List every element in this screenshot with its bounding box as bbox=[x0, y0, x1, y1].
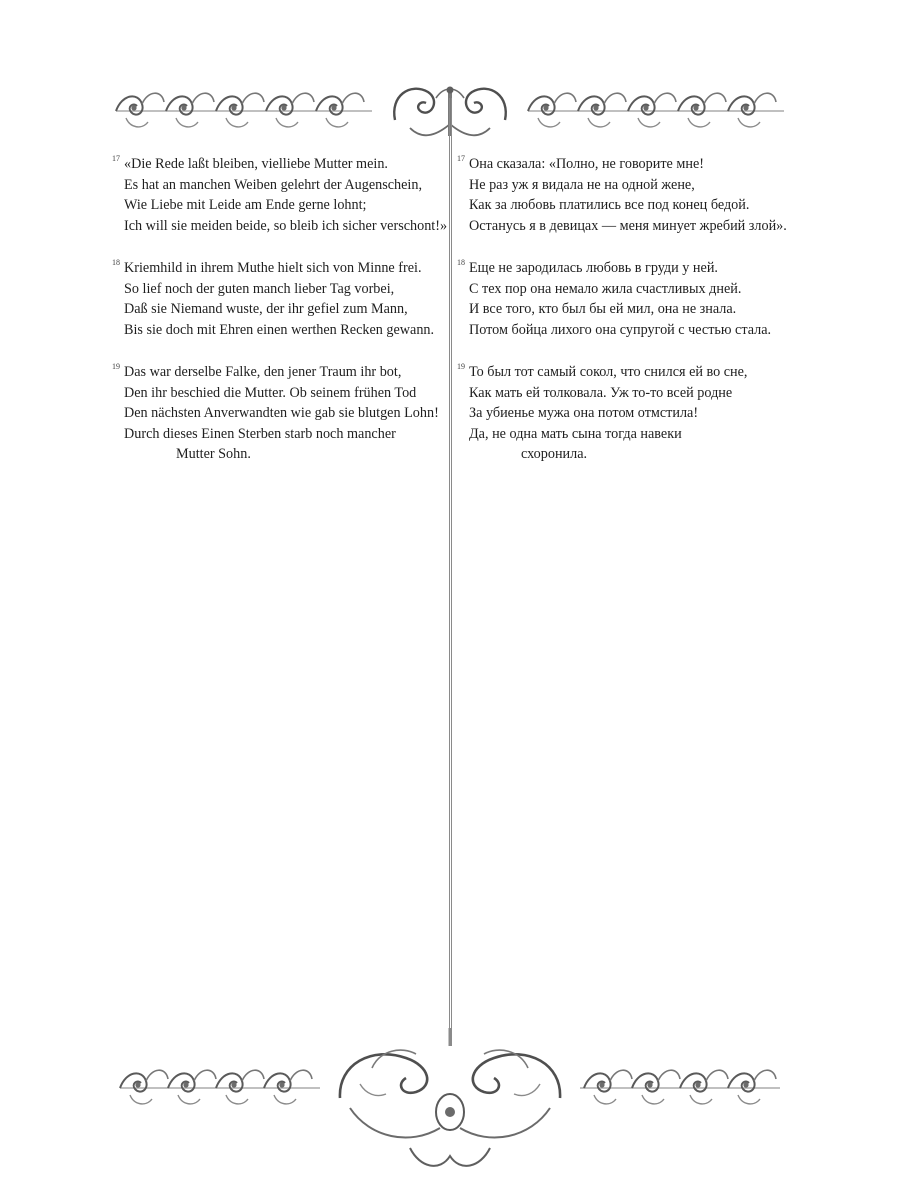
bottom-center-crest bbox=[340, 1028, 560, 1166]
verse-line: То был тот самый сокол, что снился ей во сне, bbox=[469, 364, 748, 380]
german-stanza-17 bbox=[112, 154, 448, 236]
verse-line: Es hat an manchen Weiben gelehrt der Augenschein, bbox=[124, 176, 423, 193]
top-right-scroll-band bbox=[528, 93, 784, 127]
verse-line: Bis sie doch mit Ehren einen werthen Recken gewann. bbox=[124, 321, 435, 338]
verse-line: Еще не зародилась любовь в груди у ней. bbox=[469, 260, 718, 276]
german-stanza-19 bbox=[112, 362, 442, 465]
verse-line: За убиенье мужа она потом отмстила! bbox=[469, 405, 699, 421]
verse-line: Она сказала: «Полно, не говорите мне! bbox=[469, 156, 704, 172]
german-stanza-18 bbox=[112, 258, 442, 340]
verse-line: Потом бойца лихого она супругой с честью стала. bbox=[469, 321, 772, 338]
column-divider bbox=[448, 98, 452, 1046]
verse-line: Как мать ей толковала. Уж то-то всей родне bbox=[469, 384, 733, 401]
verse-line: Daß sie Niemand wuste, der ihr gefiel zum Mann, bbox=[124, 301, 408, 317]
verse-line: Kriemhild in ihrem Muthe hielt sich von Minne frei. bbox=[124, 260, 422, 276]
verse-line: Как за любовь платились все под конец бедой. bbox=[469, 197, 750, 213]
russian-column bbox=[457, 154, 787, 487]
stanza-number: 18 bbox=[457, 258, 465, 267]
top-left-scroll-band bbox=[116, 93, 372, 127]
verse-line: Ich will sie meiden beide, so bleib ich sicher verschont!» bbox=[124, 217, 448, 234]
verse-line: Wie Liebe mit Leide am Ende gerne lohnt; bbox=[124, 197, 367, 213]
stanza-number: 19 bbox=[112, 362, 120, 371]
german-column bbox=[112, 154, 448, 487]
verse-line: С тех пор она немало жила счастливых дней. bbox=[469, 280, 742, 297]
stanza-number: 17 bbox=[112, 154, 120, 163]
stanza-number: 18 bbox=[112, 258, 120, 267]
russian-stanza-18 bbox=[457, 258, 787, 340]
russian-stanza-19 bbox=[457, 362, 787, 465]
bottom-right-scroll-band bbox=[580, 1070, 780, 1104]
verse-line: Das war derselbe Falke, den jener Traum ihr bot, bbox=[124, 364, 402, 380]
russian-stanza-17 bbox=[457, 154, 787, 236]
stanza-number: 17 bbox=[457, 154, 465, 163]
verse-line: «Die Rede laßt bleiben, vielliebe Mutter mein. bbox=[124, 156, 388, 172]
verse-line: So lief noch der guten manch lieber Tag vorbei, bbox=[124, 280, 395, 297]
verse-line: Не раз уж я видала не на одной жене, bbox=[469, 176, 695, 193]
verse-line-continuation: Mutter Sohn. bbox=[176, 446, 251, 462]
bottom-left-scroll-band bbox=[120, 1070, 320, 1104]
verse-line: Останусь я в девицах — меня минует жребий злой». bbox=[469, 217, 787, 234]
verse-line: И все того, кто был бы ей мил, она не знала. bbox=[469, 301, 737, 317]
verse-line-continuation: схоронила. bbox=[521, 446, 588, 462]
verse-line: Den nächsten Anverwandten wie gab sie blutgen Lohn! bbox=[124, 405, 439, 421]
verse-line: Den ihr beschied die Mutter. Ob seinem frühen Tod bbox=[124, 384, 417, 401]
verse-line: Durch dieses Einen Sterben starb noch mancher bbox=[124, 425, 396, 442]
bottom-ornament bbox=[110, 1028, 790, 1178]
verse-line: Да, не одна мать сына тогда навеки bbox=[469, 425, 682, 442]
stanza-number: 19 bbox=[457, 362, 465, 371]
